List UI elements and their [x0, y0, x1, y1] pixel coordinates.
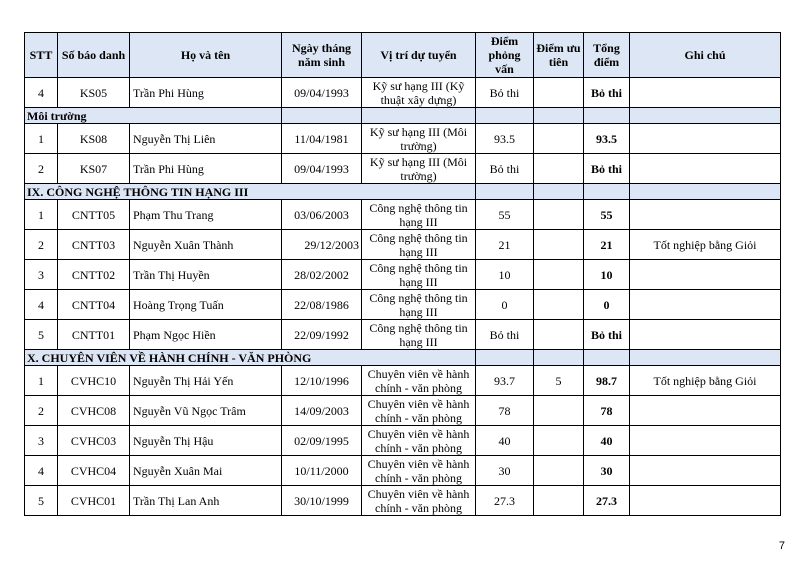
cell-interview: 27.3	[476, 486, 534, 516]
cell-note	[630, 396, 781, 426]
cell-stt: 1	[25, 124, 58, 154]
cell-position: Công nghệ thông tin hạng III	[362, 290, 476, 320]
cell-note	[630, 426, 781, 456]
table-row	[25, 486, 781, 516]
cell-priority	[534, 260, 584, 290]
cell-name: Trần Thị Huyền	[130, 260, 282, 290]
cell-note	[630, 456, 781, 486]
cell-position: Công nghệ thông tin hạng III	[362, 230, 476, 260]
header-name: Họ và tên	[130, 33, 282, 78]
cell-dob: 14/09/2003	[282, 396, 362, 426]
cell-stt: 1	[25, 366, 58, 396]
cell-dob: 29/12/2003	[282, 230, 362, 260]
cell-name: Nguyễn Thị Liên	[130, 124, 282, 154]
cell-sbd: CNTT04	[58, 290, 130, 320]
cell-position: Kỹ sư hạng III (Kỹ thuật xây dựng)	[362, 78, 476, 108]
cell-name: Nguyễn Xuân Mai	[130, 456, 282, 486]
cell-name: Trần Phi Hùng	[130, 78, 282, 108]
cell-interview: 93.7	[476, 366, 534, 396]
table-row	[25, 290, 781, 320]
header-stt: STT	[25, 33, 58, 78]
cell-position: Kỹ sư hạng III (Môi trường)	[362, 124, 476, 154]
header-note: Ghi chú	[630, 33, 781, 78]
cell-sbd: CVHC08	[58, 396, 130, 426]
cell-note	[630, 124, 781, 154]
section-header	[25, 108, 781, 124]
table-row	[25, 366, 781, 396]
cell-sbd: CNTT03	[58, 230, 130, 260]
table-row	[25, 456, 781, 486]
cell-name: Trần Thị Lan Anh	[130, 486, 282, 516]
cell-dob: 22/08/1986	[282, 290, 362, 320]
cell-total: 27.3	[584, 486, 630, 516]
cell-position: Chuyên viên về hành chính - văn phòng	[362, 366, 476, 396]
cell-note	[630, 78, 781, 108]
cell-total: 93.5	[584, 124, 630, 154]
header-priority: Điểm ưu tiên	[534, 33, 584, 78]
cell-sbd: CNTT01	[58, 320, 130, 350]
cell-name: Nguyễn Xuân Thành	[130, 230, 282, 260]
cell-interview: Bỏ thi	[476, 154, 534, 184]
header-interview: Điểm phỏng vấn	[476, 33, 534, 78]
header-position: Vị trí dự tuyển	[362, 33, 476, 78]
cell-interview: 30	[476, 456, 534, 486]
cell-stt: 1	[25, 200, 58, 230]
header-dob: Ngày tháng năm sinh	[282, 33, 362, 78]
table-row	[25, 320, 781, 350]
cell-total: 98.7	[584, 366, 630, 396]
cell-priority	[534, 124, 584, 154]
cell-sbd: CVHC01	[58, 486, 130, 516]
cell-name: Hoàng Trọng Tuấn	[130, 290, 282, 320]
cell-dob: 30/10/1999	[282, 486, 362, 516]
cell-stt: 3	[25, 260, 58, 290]
table-row	[25, 200, 781, 230]
table-row	[25, 230, 781, 260]
cell-note: Tốt nghiệp bằng Giỏi	[630, 366, 781, 396]
cell-dob: 02/09/1995	[282, 426, 362, 456]
cell-total: 40	[584, 426, 630, 456]
header-sbd: Số báo danh	[58, 33, 130, 78]
cell-stt: 4	[25, 290, 58, 320]
cell-priority	[534, 78, 584, 108]
cell-sbd: KS07	[58, 154, 130, 184]
cell-interview: 10	[476, 260, 534, 290]
section-title: X. CHUYÊN VIÊN VỀ HÀNH CHÍNH - VĂN PHÒNG	[25, 350, 476, 366]
cell-priority	[534, 230, 584, 260]
cell-name: Nguyễn Thị Hải Yến	[130, 366, 282, 396]
cell-interview: Bỏ thi	[476, 78, 534, 108]
cell-total: 78	[584, 396, 630, 426]
cell-stt: 5	[25, 320, 58, 350]
cell-note	[630, 290, 781, 320]
cell-position: Công nghệ thông tin hạng III	[362, 260, 476, 290]
cell-total: Bỏ thi	[584, 154, 630, 184]
cell-interview: Bỏ thi	[476, 320, 534, 350]
cell-sbd: KS05	[58, 78, 130, 108]
cell-sbd: CVHC04	[58, 456, 130, 486]
page-number: 7	[778, 540, 785, 552]
cell-priority	[534, 154, 584, 184]
cell-interview: 40	[476, 426, 534, 456]
cell-position: Chuyên viên về hành chính - văn phòng	[362, 456, 476, 486]
cell-interview: 55	[476, 200, 534, 230]
header-row	[25, 33, 781, 78]
header-total: Tổng điểm	[584, 33, 630, 78]
cell-note	[630, 260, 781, 290]
cell-total: 30	[584, 456, 630, 486]
table-row	[25, 260, 781, 290]
cell-stt: 5	[25, 486, 58, 516]
cell-dob: 28/02/2002	[282, 260, 362, 290]
cell-total: 55	[584, 200, 630, 230]
cell-priority: 5	[534, 366, 584, 396]
cell-sbd: KS08	[58, 124, 130, 154]
cell-note: Tốt nghiệp bằng Giỏi	[630, 230, 781, 260]
cell-interview: 0	[476, 290, 534, 320]
cell-priority	[534, 486, 584, 516]
cell-priority	[534, 200, 584, 230]
section-header	[25, 350, 781, 366]
cell-interview: 21	[476, 230, 534, 260]
cell-name: Trần Phi Hùng	[130, 154, 282, 184]
cell-dob: 09/04/1993	[282, 154, 362, 184]
section-title: Môi trường	[25, 108, 282, 124]
cell-sbd: CVHC10	[58, 366, 130, 396]
cell-priority	[534, 456, 584, 486]
cell-dob: 09/04/1993	[282, 78, 362, 108]
cell-stt: 2	[25, 230, 58, 260]
table-row	[25, 426, 781, 456]
section-header	[25, 184, 781, 200]
cell-total: 0	[584, 290, 630, 320]
cell-name: Phạm Thu Trang	[130, 200, 282, 230]
cell-name: Nguyễn Thị Hậu	[130, 426, 282, 456]
cell-priority	[534, 426, 584, 456]
cell-sbd: CNTT05	[58, 200, 130, 230]
cell-note	[630, 486, 781, 516]
cell-sbd: CVHC03	[58, 426, 130, 456]
cell-total: 21	[584, 230, 630, 260]
table-row	[25, 78, 781, 108]
cell-priority	[534, 290, 584, 320]
table-row	[25, 124, 781, 154]
cell-stt: 2	[25, 154, 58, 184]
results-table	[24, 32, 781, 516]
cell-dob: 22/09/1992	[282, 320, 362, 350]
cell-dob: 10/11/2000	[282, 456, 362, 486]
cell-name: Phạm Ngọc Hiền	[130, 320, 282, 350]
cell-priority	[534, 396, 584, 426]
cell-sbd: CNTT02	[58, 260, 130, 290]
cell-dob: 03/06/2003	[282, 200, 362, 230]
cell-position: Công nghệ thông tin hạng III	[362, 320, 476, 350]
cell-total: Bỏ thi	[584, 78, 630, 108]
cell-position: Chuyên viên về hành chính - văn phòng	[362, 486, 476, 516]
cell-priority	[534, 320, 584, 350]
cell-position: Công nghệ thông tin hạng III	[362, 200, 476, 230]
cell-interview: 93.5	[476, 124, 534, 154]
cell-position: Kỹ sư hạng III (Môi trường)	[362, 154, 476, 184]
table-row	[25, 396, 781, 426]
cell-note	[630, 154, 781, 184]
cell-stt: 3	[25, 426, 58, 456]
cell-stt: 4	[25, 78, 58, 108]
cell-dob: 11/04/1981	[282, 124, 362, 154]
cell-position: Chuyên viên về hành chính - văn phòng	[362, 396, 476, 426]
cell-total: 10	[584, 260, 630, 290]
section-title: IX. CÔNG NGHỆ THÔNG TIN HẠNG III	[25, 184, 476, 200]
table-row	[25, 154, 781, 184]
cell-stt: 2	[25, 396, 58, 426]
cell-note	[630, 320, 781, 350]
cell-total: Bỏ thi	[584, 320, 630, 350]
cell-name: Nguyễn Vũ Ngọc Trâm	[130, 396, 282, 426]
cell-position: Chuyên viên về hành chính - văn phòng	[362, 426, 476, 456]
cell-note	[630, 200, 781, 230]
cell-interview: 78	[476, 396, 534, 426]
cell-stt: 4	[25, 456, 58, 486]
cell-dob: 12/10/1996	[282, 366, 362, 396]
